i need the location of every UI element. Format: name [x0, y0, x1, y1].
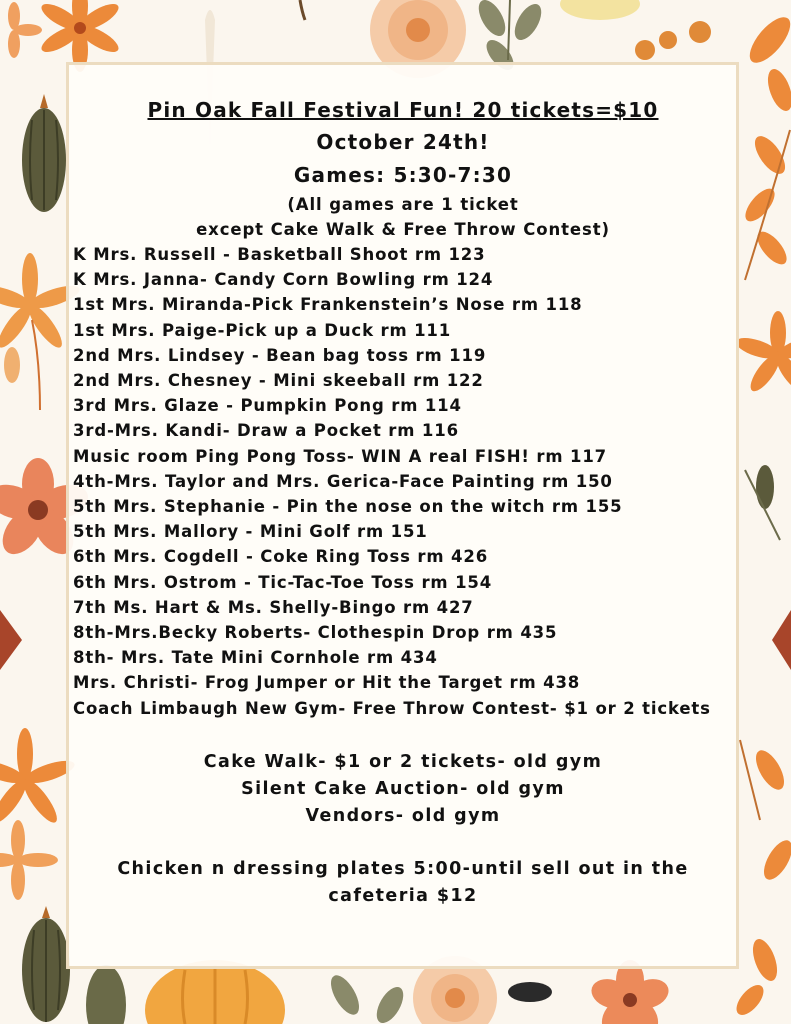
list-item: 1st Mrs. Paige-Pick up a Duck rm 111 [73, 320, 452, 340]
list-item: 5th Mrs. Mallory - Mini Golf rm 151 [73, 522, 428, 542]
flower-icon [588, 960, 673, 1024]
list-item: 4th-Mrs. Taylor and Mrs. Gerica-Face Painting rm 150 [73, 471, 613, 491]
leaf-icon [732, 746, 791, 1020]
list-item: 1st Mrs. Miranda-Pick Frankenstein’s Nose rm 118 [73, 295, 583, 315]
list-item: K Mrs. Russell - Basketball Shoot rm 123 [73, 245, 486, 264]
list-item: K Mrs. Janna- Candy Corn Bowling rm 124 [73, 270, 494, 290]
list-item: 8th-Mrs.Becky Roberts- Clothespin Drop rm 435 [73, 623, 558, 643]
games-list [73, 242, 733, 721]
games-time: Games: 5:30-7:30 [293, 163, 513, 187]
list-item: 8th- Mrs. Tate Mini Cornhole rm 434 [73, 648, 438, 668]
extras-section [73, 749, 733, 830]
berry-icon [635, 21, 711, 60]
ticket-note-line2: except Cake Walk & Free Throw Contest) [196, 220, 610, 239]
list-item: 2nd Mrs. Chesney - Mini skeeball rm 122 [73, 371, 484, 391]
food-info: Chicken n dressing plates 5:00-until sell out in the cafeteria $12 [117, 858, 689, 906]
list-item: 2nd Mrs. Lindsey - Bean bag toss rm 119 [73, 345, 487, 365]
cake-auction-info: Silent Cake Auction- old gym [241, 778, 565, 799]
list-item: Music room Ping Pong Toss- WIN A real FISH! rm 117 [73, 446, 607, 466]
lily-icon [734, 311, 791, 395]
leaf-icon [743, 11, 791, 114]
flower-icon [8, 2, 42, 58]
leaf-icon [756, 465, 774, 509]
seed-pod-icon [22, 94, 66, 212]
list-item: 6th Mrs. Ostrom - Tic-Tac-Toe Toss rm 154 [73, 572, 493, 592]
event-date: October 24th! [316, 130, 490, 154]
list-item: Mrs. Christi- Frog Jumper or Hit the Target rm 438 [73, 673, 581, 693]
leaf-icon [325, 971, 408, 1024]
list-item: 6th Mrs. Cogdell - Coke Ring Toss rm 426 [73, 547, 489, 567]
seed-pod-icon [86, 965, 126, 1024]
lily-icon [0, 820, 58, 900]
pumpkin-icon [145, 960, 285, 1024]
list-item: 5th Mrs. Stephanie - Pin the nose on the witch rm 155 [73, 497, 623, 517]
list-item: 7th Ms. Hart & Ms. Shelly-Bingo rm 427 [73, 597, 474, 617]
list-item: 3rd-Mrs. Kandi- Draw a Pocket rm 116 [73, 421, 459, 441]
seed-pod-icon [22, 906, 70, 1022]
cake-walk-info: Cake Walk- $1 or 2 tickets- old gym [203, 751, 603, 772]
flyer-title: Pin Oak Fall Festival Fun! 20 tickets=$10 [147, 98, 659, 122]
list-item: Coach Limbaugh New Gym- Free Throw Contest- $1 or 2 tickets [73, 698, 711, 718]
vendors-info: Vendors- old gym [305, 805, 501, 826]
flyer-content [73, 94, 733, 910]
list-item: 3rd Mrs. Glaze - Pumpkin Pong rm 114 [73, 396, 462, 416]
ticket-note-line1: (All games are 1 ticket [287, 195, 519, 214]
